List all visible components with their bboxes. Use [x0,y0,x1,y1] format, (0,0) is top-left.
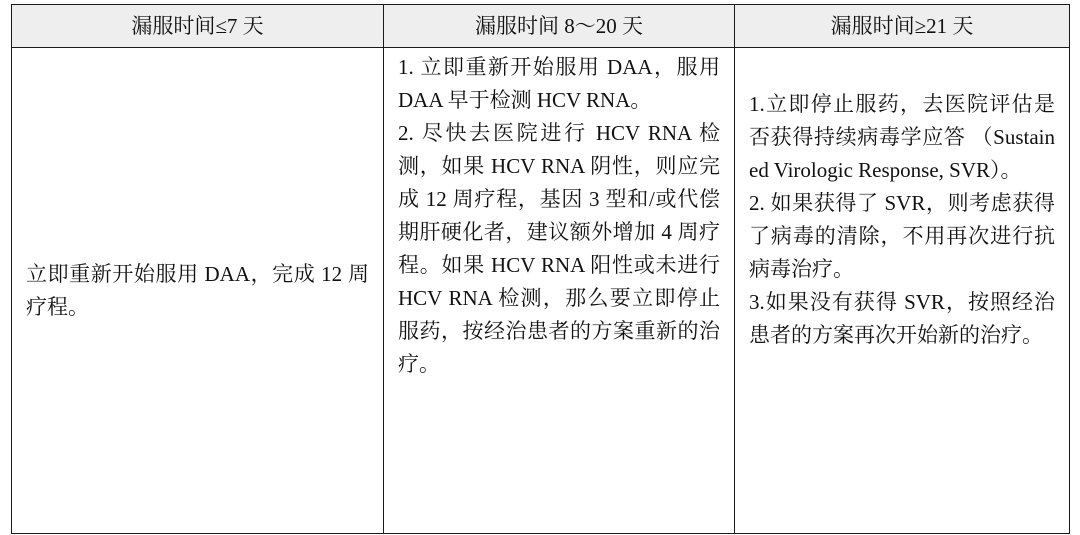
step-1-text: 1.立即停止服药，去医院评估是否获得持续病毒学应答 （Sustained Virologic Response, SVR）。 [749,92,1055,182]
cell-8-to-20-days [384,48,735,534]
cell-7-days-or-less [12,48,384,534]
step-2-text: 2. 尽快去医院进行 HCV RNA 检测，如果 HCV RNA 阴性，则应完成 12 周疗程，基因 3 型和/或代偿期肝硬化者，建议额外增加 4 周疗程。如果 HCV RNA 阳性或未进行 HCV RNA 检测，那么要立即停止服药，按经治患者的方案重新的治疗。 [398,121,720,376]
table-row [12,48,1070,534]
header-row [12,5,1070,48]
step-1-text: 1. 立即重新开始服用 DAA，服用 DAA 早于检测 HCV RNA。 [398,55,720,112]
header-cell-21-days-or-more: 漏服时间≥21 天 [735,5,1070,48]
cell-21-days-or-more [735,48,1070,534]
step-2-text: 2. 如果获得了 SVR，则考虑获得了病毒的清除，不用再次进行抗病毒治疗。 [749,191,1055,281]
instruction-text: 立即重新开始服用 DAA，完成 12 周疗程。 [26,261,369,319]
step-3-text: 3.如果没有获得 SVR，按照经治患者的方案再次开始新的治疗。 [749,290,1055,347]
header-cell-7-days-or-less: 漏服时间≤7 天 [12,5,384,48]
missed-dose-table [11,4,1070,534]
header-cell-8-to-20-days: 漏服时间 8～20 天 [384,5,735,48]
table-body [12,48,1070,534]
table-header [12,5,1070,48]
